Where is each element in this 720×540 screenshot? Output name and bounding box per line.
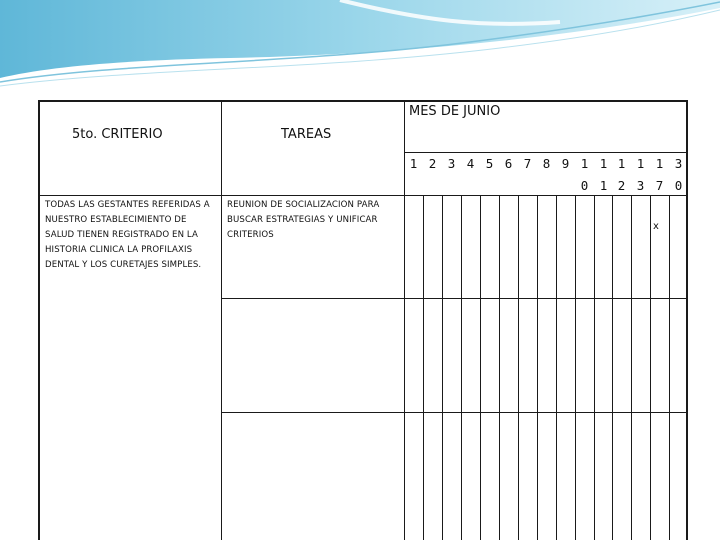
day-number-top: 7	[523, 156, 532, 171]
criterio-header: 5to. CRITERIO	[72, 127, 163, 142]
day-column-divider	[612, 195, 613, 540]
day-number-top: 5	[485, 156, 494, 171]
day-column-divider	[575, 195, 576, 540]
row-divider	[38, 195, 688, 196]
day-number-bottom: 0	[674, 178, 683, 193]
day-column-divider	[518, 195, 519, 540]
day-number-top: 1	[655, 156, 664, 171]
day-number-top: 6	[504, 156, 513, 171]
day-column-divider	[594, 195, 595, 540]
day-column-divider	[650, 195, 651, 540]
day-number-top: 2	[428, 156, 437, 171]
day-column-divider	[423, 195, 424, 540]
day-number-top: 1	[409, 156, 418, 171]
day-number-top: 1	[599, 156, 608, 171]
month-header: MES DE JUNIO	[409, 104, 501, 119]
row-divider	[221, 412, 688, 413]
criterio-cell: TODAS LAS GESTANTES REFERIDAS A NUESTRO ESTABLECIMIENTO DE SALUD TIENEN REGISTRADO EN LA HISTORIA CLINICA LA PROFILAXIS DENTAL Y LOS CURETAJES SIMPLES.	[45, 200, 210, 270]
day-column-divider	[442, 195, 443, 540]
tareas-header: TAREAS	[281, 127, 332, 142]
day-column-divider	[461, 195, 462, 540]
day-number-top: 8	[542, 156, 551, 171]
day-number-bottom: 3	[636, 178, 645, 193]
schedule-mark: x	[653, 221, 659, 232]
day-number-top: 1	[617, 156, 626, 171]
day-number-bottom: 2	[617, 178, 626, 193]
day-column-divider	[480, 195, 481, 540]
column-divider	[221, 100, 222, 540]
day-number-bottom: 0	[580, 178, 589, 193]
row-divider	[221, 298, 688, 299]
day-number-bottom: 7	[655, 178, 664, 193]
decorative-wave-banner	[0, 0, 720, 90]
day-number-top: 4	[466, 156, 475, 171]
day-number-top: 3	[447, 156, 456, 171]
day-column-divider	[499, 195, 500, 540]
day-number-top: 1	[580, 156, 589, 171]
day-number-top: 1	[636, 156, 645, 171]
day-number-top: 3	[674, 156, 683, 171]
day-column-divider	[669, 195, 670, 540]
day-number-top: 9	[561, 156, 570, 171]
day-column-divider	[537, 195, 538, 540]
tarea-cell: REUNION DE SOCIALIZACION PARA BUSCAR ESTRATEGIAS Y UNIFICAR CRITERIOS	[227, 200, 380, 240]
row-divider	[404, 152, 688, 153]
day-number-bottom: 1	[599, 178, 608, 193]
day-column-divider	[631, 195, 632, 540]
day-column-divider	[556, 195, 557, 540]
